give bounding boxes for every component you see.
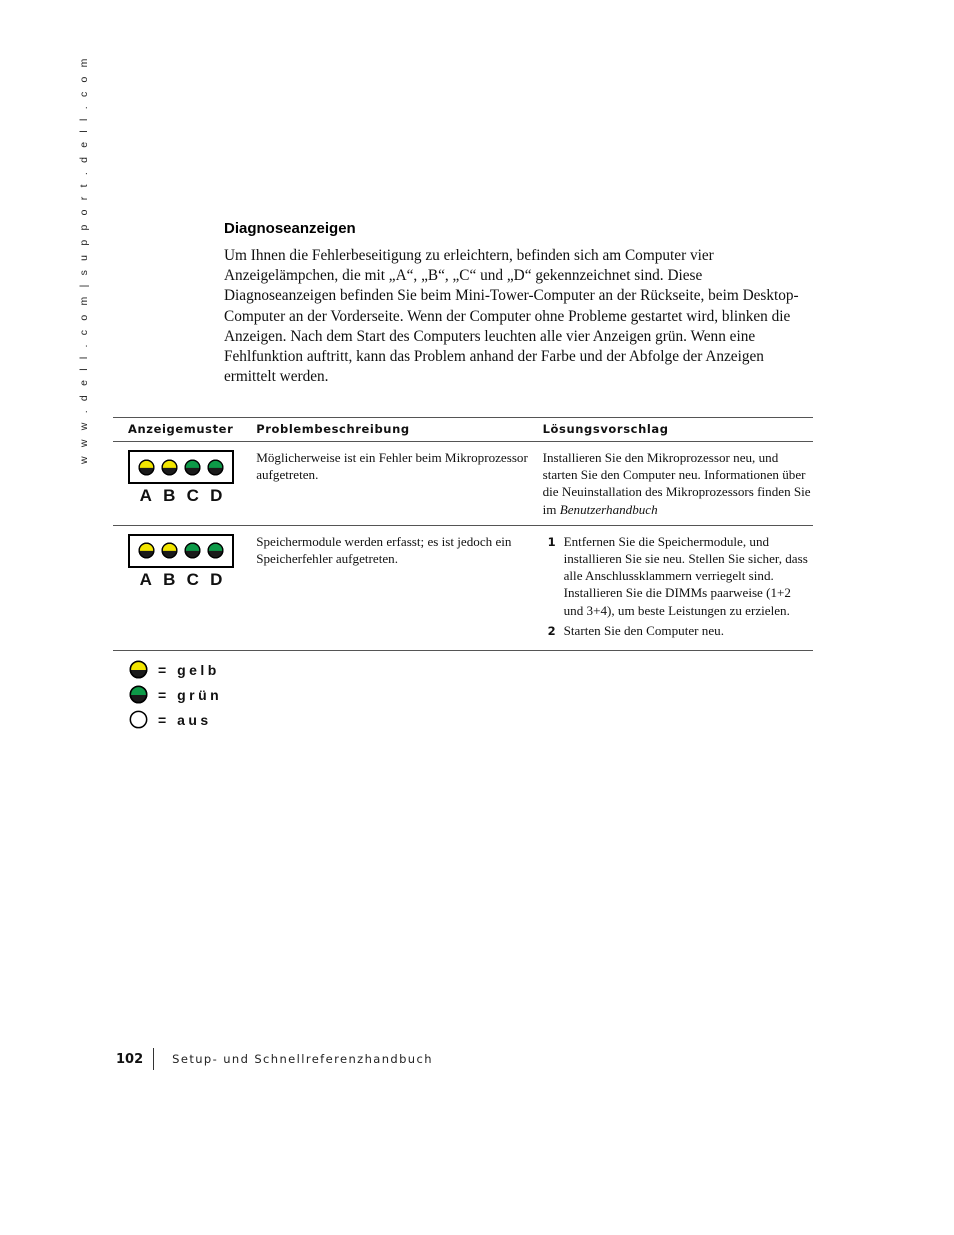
problem-cell: Möglicherweise ist ein Fehler beim Mikroprozessor aufgetreten. (256, 442, 542, 526)
panel-letter: A (139, 486, 152, 505)
table-row (113, 525, 813, 650)
page-number: 102 (116, 1051, 144, 1067)
panel-letter: C (186, 486, 199, 505)
solution-text: Installieren Sie den Mikroprozessor neu, und starten Sie den Computer neu. Informationen über die Neuinstallation des Mikroprozessors finden Sie im (542, 450, 811, 517)
panel-letters (128, 570, 234, 590)
step-text: Starten Sie den Computer neu. (563, 622, 724, 638)
led-yellow-icon (129, 660, 148, 679)
legend (129, 657, 222, 732)
problem-cell: Speichermodule werden erfasst; es ist jedoch ein Speicherfehler aufgetreten. (256, 525, 542, 650)
panel-letter: C (186, 569, 199, 589)
solution-steps (543, 533, 813, 640)
solution-reference: Benutzerhandbuch (559, 501, 658, 517)
legend-label: = gelb (158, 661, 220, 678)
header-pattern: Anzeigemuster (113, 418, 256, 442)
page-footer (116, 1048, 433, 1070)
indicator-panel (128, 534, 234, 568)
step-number: 2 (547, 623, 556, 638)
panel-letter: D (210, 486, 223, 505)
header-solution: Lösungsvorschlag (543, 418, 813, 442)
diagnostic-table (113, 417, 813, 651)
legend-row (129, 657, 222, 682)
pattern-cell (113, 525, 256, 650)
led-d-icon (207, 542, 224, 559)
section-title: Diagnoseanzeigen (224, 220, 356, 237)
solution-cell (543, 525, 813, 650)
legend-row (129, 707, 222, 732)
led-b-icon (161, 542, 178, 559)
legend-label: = grün (158, 686, 223, 703)
panel-letter: D (210, 569, 223, 589)
intro-paragraph: Um Ihnen die Fehlerbeseitigung zu erleichtern, befinden sich am Computer vier Anzeigelämpchen, die mit „A“, „B“, „C“ und „D“ gekennzeichnet sind. Diese Diagnoseanzeigen befinden Sie beim Mini-Tower-Computer an der Rückseite, beim Desktop-Computer an der Vorderseite. Wenn der Computer ohne Probleme gestartet wird, blinken die Anzeigen. Nach dem Start des Computers leuchten alle vier Anzeigen grün. Wenn eine Fehlfunktion auftritt, kann das Problem anhand der Farbe und der Abfolge der Anzeigen ermittelt werden. (224, 247, 799, 386)
list-item (543, 533, 813, 619)
header-problem: Problembeschreibung (256, 418, 542, 442)
list-item (543, 622, 813, 640)
indicator-panel (128, 450, 234, 484)
legend-label: = aus (158, 711, 212, 728)
led-green-icon (129, 685, 148, 704)
table-row (113, 442, 813, 526)
legend-row (129, 682, 222, 707)
led-a-icon (138, 459, 155, 476)
panel-letter: B (163, 486, 176, 505)
panel-letter: A (139, 569, 152, 589)
panel-letter: B (163, 569, 176, 589)
step-text: Entfernen Sie die Speichermodule, und installieren Sie sie neu. Stellen Sie sicher, dass alle Anschlussklammern verriegelt sind. Installieren Sie die DIMMs paarweise (1+2 und 3+4), um beste Leistungen zu erzielen. (563, 533, 808, 618)
table-header-row (113, 418, 813, 442)
led-off-icon (129, 710, 148, 729)
led-b-icon (161, 459, 178, 476)
footer-divider (153, 1048, 154, 1070)
led-a-icon (138, 542, 155, 559)
led-c-icon (184, 542, 201, 559)
led-d-icon (207, 459, 224, 476)
diagnostic-table-wrapper (113, 417, 813, 651)
pattern-cell (113, 442, 256, 526)
solution-cell (543, 442, 813, 526)
led-c-icon (184, 459, 201, 476)
step-number: 1 (547, 534, 556, 549)
panel-letters (128, 486, 234, 506)
book-title: Setup- und Schnellreferenzhandbuch (172, 1052, 433, 1066)
sidebar-url: w w w . d e l l . c o m | s u p p o r t . d e l l . c o m (78, 55, 90, 464)
